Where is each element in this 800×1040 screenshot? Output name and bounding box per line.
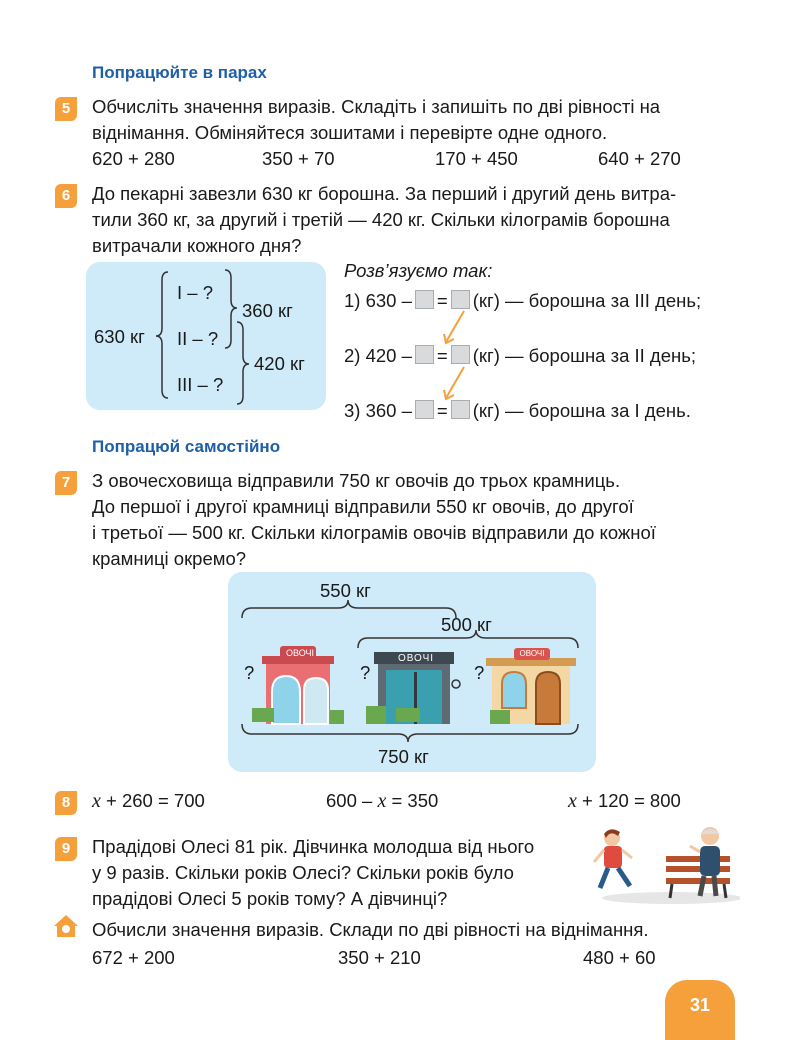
diagram-total: 630 кг xyxy=(94,326,145,347)
homework-expr-3: 480 + 60 xyxy=(583,947,656,968)
task-number-8: 8 xyxy=(55,791,77,815)
diagram-day2: II – ? xyxy=(177,328,219,349)
equation-1-rest: + 260 = 700 xyxy=(100,790,205,811)
task6-line2: тили 360 кг, за другий і третій — 420 кг. Скільки кілограмів борошна xyxy=(92,209,670,230)
answer-box[interactable] xyxy=(415,400,434,419)
step-1 xyxy=(344,288,701,314)
step3-post: (кг) — борошна за I день. xyxy=(472,400,691,421)
step1-pre: 1) 630 – xyxy=(344,290,412,311)
brace-360 xyxy=(225,270,237,348)
task6-text xyxy=(92,181,737,259)
variable-x: x xyxy=(377,790,387,812)
answer-box[interactable] xyxy=(451,345,470,364)
shop-3-question: ? xyxy=(474,662,485,683)
shop-3-sign: ОВОЧІ xyxy=(519,649,545,658)
section-heading-pairs: Попрацюйте в парах xyxy=(92,63,267,82)
equation-3-rest: + 120 = 800 xyxy=(576,790,681,811)
equation-2 xyxy=(326,788,438,814)
diagram-day3: III – ? xyxy=(177,374,224,395)
diagram-day1: I – ? xyxy=(177,282,213,303)
task7-diagram xyxy=(228,572,596,772)
label-500: 500 кг xyxy=(441,614,492,635)
homework-expr-2: 350 + 210 xyxy=(338,947,421,968)
task5-line2: віднімання. Обміняйтеся зошитами і перевірте одне одного. xyxy=(92,122,608,143)
task7-text xyxy=(92,468,737,572)
house-icon xyxy=(53,913,79,939)
task9-line3: прадідові Олесі 5 років тому? А дівчинці? xyxy=(92,888,448,909)
diagram-sum12: 360 кг xyxy=(242,300,293,321)
task-number-5: 5 xyxy=(55,97,77,121)
shop-3-icon xyxy=(486,648,576,724)
task5-expr-1: 620 + 280 xyxy=(92,148,175,169)
section-heading-self: Попрацюй самостійно xyxy=(92,437,281,456)
label-750: 750 кг xyxy=(378,746,429,767)
homework-expr-1: 672 + 200 xyxy=(92,947,175,968)
step3-eq: = xyxy=(436,400,448,421)
task9-line2: у 9 разів. Скільки років Олесі? Скільки років було xyxy=(92,862,514,883)
label-550: 550 кг xyxy=(320,580,371,601)
task-number-6: 6 xyxy=(55,184,77,208)
shop-2-sign: ОВОЧІ xyxy=(397,653,435,664)
answer-box[interactable] xyxy=(415,290,434,309)
shop-1-sign: ОВОЧІ xyxy=(285,648,314,658)
step1-post: (кг) — борошна за III день; xyxy=(472,290,702,311)
task7-line1: З овочесховища відправили 750 кг овочів до трьох крамниць. xyxy=(92,470,621,491)
task5-line1: Обчисліть значення виразів. Складіть і запишіть по дві рівності на xyxy=(92,96,661,117)
step3-pre: 3) 360 – xyxy=(344,400,412,421)
equation-3 xyxy=(568,788,681,814)
task-number-9: 9 xyxy=(55,837,77,861)
girl-and-grandfather-illustration xyxy=(592,822,740,904)
task9-text xyxy=(92,834,592,912)
page-number: 31 xyxy=(665,980,735,1040)
diagram-sum23: 420 кг xyxy=(254,353,305,374)
arrow-icon xyxy=(440,308,470,348)
task7-line4: крамниці окремо? xyxy=(92,548,247,569)
task9-line1: Прадідові Олесі 81 рік. Дівчинка молодша від нього xyxy=(92,836,535,857)
variable-x: x xyxy=(568,790,577,812)
equation-2-pre: 600 – xyxy=(326,790,378,811)
shop-2-question: ? xyxy=(360,662,371,683)
step-3 xyxy=(344,398,691,424)
task6-diagram xyxy=(86,262,326,410)
equation-1 xyxy=(92,788,205,814)
answer-box[interactable] xyxy=(415,345,434,364)
task5-expr-4: 640 + 270 xyxy=(598,148,681,169)
left-brace xyxy=(156,272,168,398)
task5-expr-3: 170 + 450 xyxy=(435,148,518,169)
brace-750 xyxy=(242,724,578,742)
answer-box[interactable] xyxy=(451,290,470,309)
step-2 xyxy=(344,343,696,369)
step2-post: (кг) — борошна за II день; xyxy=(472,345,697,366)
task7-line3: і третьої — 500 кг. Скільки кілограмів овочів відправили до кожної xyxy=(92,522,656,543)
brace-420 xyxy=(237,322,249,404)
equation-2-rest: = 350 xyxy=(386,790,439,811)
task5-expr-2: 350 + 70 xyxy=(262,148,335,169)
variable-x: x xyxy=(92,790,101,812)
step1-eq: = xyxy=(436,290,448,311)
task6-line3: витрачали кожного дня? xyxy=(92,235,302,256)
task-number-7: 7 xyxy=(55,471,77,495)
answer-box[interactable] xyxy=(451,400,470,419)
solve-label: Розв’язуємо так: xyxy=(344,260,493,281)
homework-text: Обчисли значення виразів. Склади по дві рівності на віднімання. xyxy=(92,919,649,940)
step2-pre: 2) 420 – xyxy=(344,345,412,366)
step2-eq: = xyxy=(436,345,448,366)
task6-line1: До пекарні завезли 630 кг борошна. За перший і другий день витра- xyxy=(92,183,677,204)
shops-diagram xyxy=(228,572,596,772)
shop-1-question: ? xyxy=(244,662,255,683)
task5-text xyxy=(92,94,737,146)
task7-line2: До першої і другої крамниці відправили 550 кг овочів, до другої xyxy=(92,496,634,517)
